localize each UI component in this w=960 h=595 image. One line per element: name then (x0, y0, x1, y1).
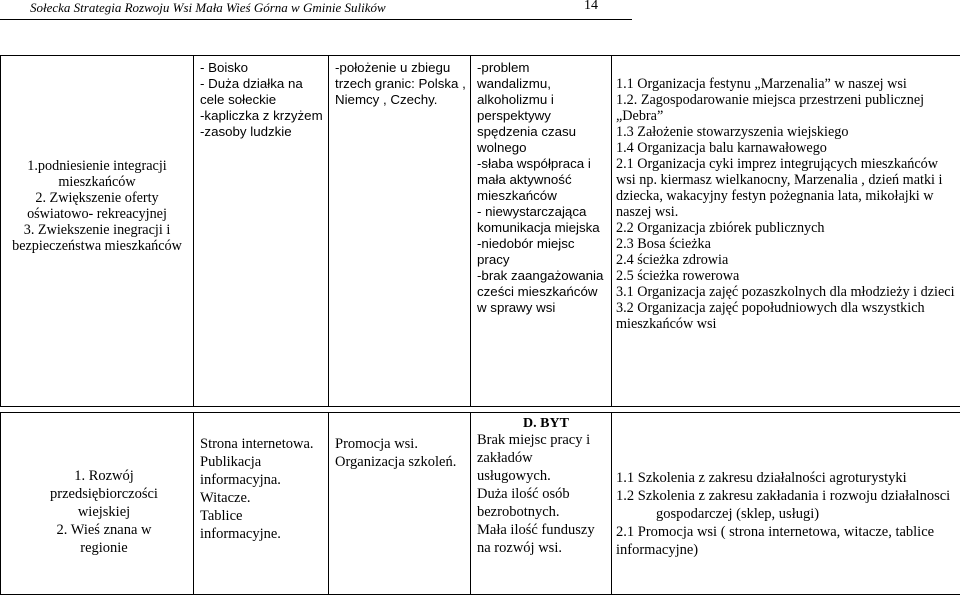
goals-text: 1.podniesienie integracji mieszkańców 2. Zwiększenie oferty oświatowo- rekreacyjnej 3. Zwiekszenie inegracji i bezpieczeństwa mieszkańców (12, 158, 182, 254)
opportunities-text: -położenie u zbiegu trzech granic: Polska , Niemcy , Czechy. (335, 60, 466, 107)
action-item: 1.1 Organizacja festynu „Marzenalia” w naszej wsi (616, 76, 907, 92)
action-item: 2.4 ścieżka zdrowia (616, 252, 729, 268)
threats-cell (471, 413, 612, 595)
strengths-cell (194, 56, 329, 407)
action-item: 1.4 Organizacja balu karnawałowego (616, 140, 827, 156)
opportunities-text: Promocja wsi. Organizacja szkoleń. (335, 436, 457, 470)
weaknesses-text: -problem wandalizmu, alkoholizmu i perspektywy spędzenia czasu wolnego -słaba współpraca i mała aktywność mieszkańców - niewystarczająca komunikacja miejska -niedobór miejsc pracy -brak zaangażowania cześci mieszkańców w sprawy wsi (477, 60, 604, 315)
action-item: 3.1 Organizacja zajęć pozaszkolnych dla młodzieży i dzieci (616, 284, 955, 300)
action-item: 2.2 Organizacja zbiórek publicznych (616, 220, 825, 236)
header-divider (0, 19, 632, 20)
strengths-cell (194, 413, 329, 595)
document-header-title: Sołecka Strategia Rozwoju Wsi Mała Wieś Górna w Gminie Sulików (30, 0, 386, 15)
actions-cell (612, 56, 960, 407)
weaknesses-cell (471, 56, 612, 407)
action-item: 1.3 Założenie stowarzyszenia wiejskiego (616, 124, 849, 140)
actions-list (616, 469, 956, 559)
action-item: 2.3 Bosa ścieżka (616, 236, 711, 252)
goals-cell (1, 413, 194, 595)
page-number: 14 (584, 0, 598, 13)
strategy-table-upper (0, 55, 960, 407)
goals-text: 1. Rozwój przedsiębiorczości wiejskiej 2. Wieś znana w regionie (50, 468, 158, 556)
goals-cell (1, 56, 194, 407)
strategy-table-lower (0, 412, 960, 595)
action-item: 2.1 Organizacja cyki imprez integrujących mieszkańców wsi np. kiermasz wielkanocny, Marzenalia , dzień matki i dziecka, wakacyjny festyn pożegnania lata, mikołajki w naszej wsi. (616, 156, 943, 220)
action-item: 3.2 Organizacja zajęć popołudniowych dla wszystkich mieszkańców wsi (616, 300, 925, 332)
actions-list (616, 76, 956, 332)
actions-cell (612, 413, 960, 595)
threats-text: Brak miejsc pracy i zakładów usługowych. Duża ilość osób bezrobotnych. Mała ilość funduszy na rozwój wsi. (477, 432, 595, 556)
strengths-text: - Boisko - Duża działka na cele sołeckie -kapliczka z krzyżem -zasoby ludzkie (200, 60, 323, 139)
action-item: 2.1 Promocja wsi ( strona internetowa, witacze, tablice informacyjne) (616, 524, 935, 558)
threats-heading: D. BYT (523, 416, 569, 431)
opportunities-cell (329, 56, 471, 407)
action-item: 1.2. Zagospodarowanie miejsca przestrzeni publicznej „Debra” (616, 92, 925, 124)
action-item: 1.1 Szkolenia z zakresu działalności agroturystyki (616, 470, 907, 486)
action-item: 1.2 Szkolenia z zakresu zakładania i rozwoju działalnosci gospodarczej (sklep, usługi) (616, 488, 951, 522)
strengths-text: Strona internetowa. Publikacja informacyjna. Witacze. Tablice informacyjne. (200, 436, 314, 542)
action-item: 2.5 ścieżka rowerowa (616, 268, 740, 284)
opportunities-cell (329, 413, 471, 595)
